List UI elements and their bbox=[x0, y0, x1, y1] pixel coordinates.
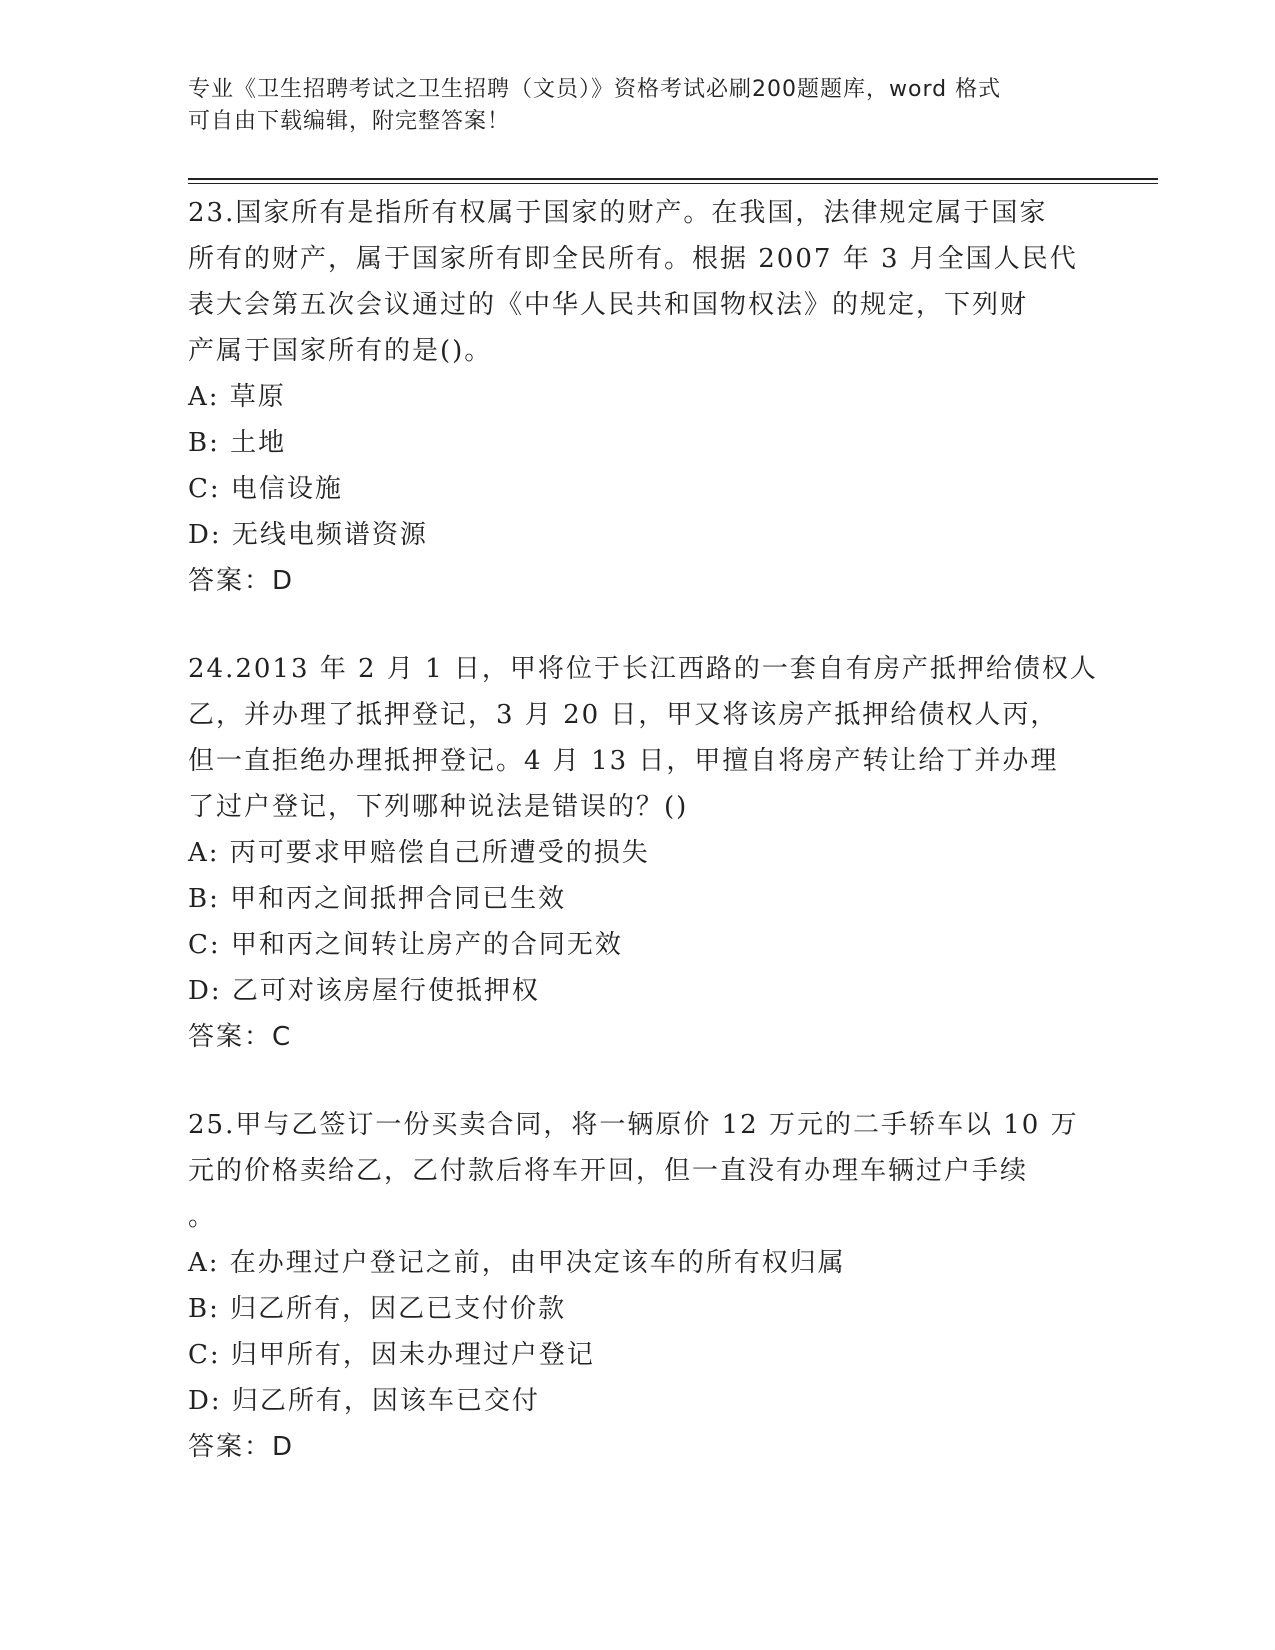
question-25 bbox=[188, 1102, 1088, 1470]
option-b: B: 甲和丙之间抵押合同已生效 bbox=[188, 884, 567, 914]
option-c: C: 归甲所有，因未办理过户登记 bbox=[188, 1340, 595, 1370]
option-a: A: 草原 bbox=[188, 382, 286, 412]
option-b: B: 归乙所有，因乙已支付价款 bbox=[188, 1294, 567, 1324]
option-d: D: 归乙所有，因该车已交付 bbox=[188, 1386, 540, 1416]
question-23 bbox=[188, 190, 1088, 604]
question-stem-line: 产属于国家所有的是()。 bbox=[188, 336, 493, 366]
question-stem-line: 了过户登记，下列哪种说法是错误的？() bbox=[188, 792, 689, 822]
answer: 答案：D bbox=[188, 566, 295, 596]
question-stem-line: 23.国家所有是指所有权属于国家的财产。在我国，法律规定属于国家 bbox=[188, 198, 1048, 228]
document-header bbox=[188, 74, 1088, 138]
answer: 答案：D bbox=[188, 1432, 295, 1462]
question-stem-line: 乙，并办理了抵押登记，3 月 20 日，甲又将该房产抵押给债权人丙， bbox=[188, 700, 1059, 730]
option-c: C: 甲和丙之间转让房产的合同无效 bbox=[188, 930, 623, 960]
header-line: 专业《卫生招聘考试之卫生招聘（文员）》资格考试必刷200题题库，word 格式 bbox=[188, 77, 1002, 102]
option-c: C: 电信设施 bbox=[188, 474, 343, 504]
question-stem-line: 25.甲与乙签订一份买卖合同，将一辆原价 12 万元的二手轿车以 10 万 bbox=[188, 1110, 1079, 1140]
option-a: A: 在办理过户登记之前，由甲决定该车的所有权归属 bbox=[188, 1248, 846, 1278]
question-stem-line: 。 bbox=[188, 1202, 217, 1232]
option-b: B: 土地 bbox=[188, 428, 287, 458]
question-24 bbox=[188, 646, 1098, 1060]
question-stem-line: 但一直拒绝办理抵押登记。4 月 13 日，甲擅自将房产转让给丁并办理 bbox=[188, 746, 1059, 776]
option-d: D: 无线电频谱资源 bbox=[188, 520, 428, 550]
option-d: D: 乙可对该房屋行使抵押权 bbox=[188, 976, 540, 1006]
option-a: A: 丙可要求甲赔偿自己所遭受的损失 bbox=[188, 838, 650, 868]
header-divider bbox=[188, 178, 1158, 180]
header-line: 可自由下载编辑，附完整答案！ bbox=[188, 109, 511, 134]
question-stem-line: 所有的财产，属于国家所有即全民所有。根据 2007 年 3 月全国人民代 bbox=[188, 244, 1078, 274]
question-stem-line: 表大会第五次会议通过的《中华人民共和国物权法》的规定，下列财 bbox=[188, 290, 1029, 320]
question-stem-line: 24.2013 年 2 月 1 日，甲将位于长江西路的一套自有房产抵押给债权人 bbox=[188, 654, 1098, 684]
header-divider-thin bbox=[188, 183, 1158, 184]
answer: 答案：C bbox=[188, 1022, 293, 1052]
question-stem-line: 元的价格卖给乙，乙付款后将车开回，但一直没有办理车辆过户手续 bbox=[188, 1156, 1029, 1186]
